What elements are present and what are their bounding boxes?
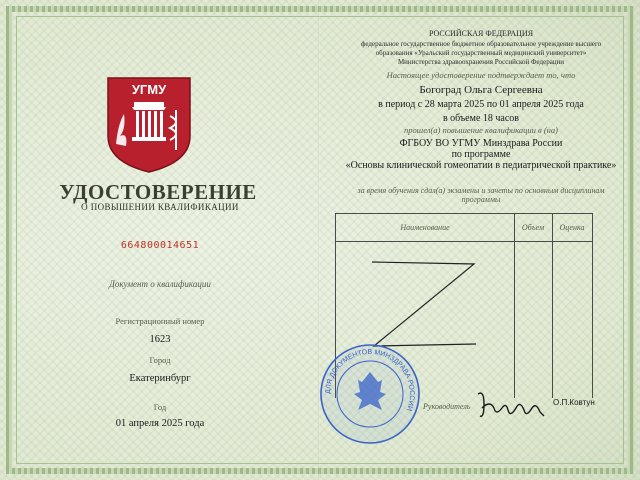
institution-name: ФГБОУ ВО УГМУ Минздрава России — [399, 138, 563, 149]
org-line-2: образования «Уральский государственный медицинский университет» — [375, 49, 587, 57]
signer-name: О.П.Ковтун — [553, 398, 595, 407]
signer-label: Руководитель — [423, 402, 471, 411]
document-subtitle: О ПОВЫШЕНИИ КВАЛИФИКАЦИИ — [81, 202, 239, 212]
date-label: Год — [153, 402, 167, 412]
city-label: Город — [149, 355, 171, 365]
org-line-1: федеральное государственное бюджетное образовательное учреждение высшего — [360, 40, 602, 48]
reg-number-label: Регистрационный номер — [115, 316, 205, 326]
stamp-text: ДЛЯ ДОКУМЕНТОВ МИНЗДРАВА РОССИИ — [324, 348, 416, 412]
document-title: УДОСТОВЕРЕНИЕ — [59, 180, 257, 204]
city-value: Екатеринбург — [129, 373, 191, 384]
exams-text-2: программы — [461, 195, 501, 204]
country-header: РОССИЙСКАЯ ФЕДЕРАЦИЯ — [428, 29, 534, 38]
program-label: по программе — [451, 149, 511, 160]
university-emblem — [104, 74, 194, 174]
confirm-label: Настоящее удостоверение подтверждает то, что — [386, 70, 576, 80]
col-name-header: Наименование — [336, 214, 514, 242]
col-volume-header: Объем — [514, 214, 552, 242]
serial-number: 664800014651 — [120, 240, 200, 251]
date-value: 01 апреля 2025 года — [115, 418, 205, 429]
col-divider — [514, 214, 515, 398]
org-line-3: Министерства здравоохранения Российской Федерации — [397, 58, 565, 66]
study-volume: в объеме 18 часов — [442, 113, 520, 124]
exams-text-1: за время обучения сдал(а) экзамены и зачеты по основным дисциплинам — [357, 186, 605, 195]
signature — [474, 386, 554, 426]
z-strike-mark — [366, 254, 486, 354]
program-name: «Основы клинической гомеопатии в педиатрической практике» — [345, 160, 617, 171]
passed-label: прошел(а) повышение квалификации в (на) — [404, 125, 558, 135]
document-type-label: Документ о квалификации — [109, 279, 211, 289]
person-name: Богоград Ольга Сергеевна — [419, 84, 543, 96]
col-divider — [552, 214, 553, 398]
col-grade-header: Оценка — [552, 214, 592, 242]
reg-number-value: 1623 — [149, 334, 171, 345]
official-stamp — [318, 342, 422, 446]
study-period: в период с 28 марта 2025 по 01 апреля 2025 года — [378, 99, 584, 110]
emblem-text: УГМУ — [131, 82, 167, 97]
